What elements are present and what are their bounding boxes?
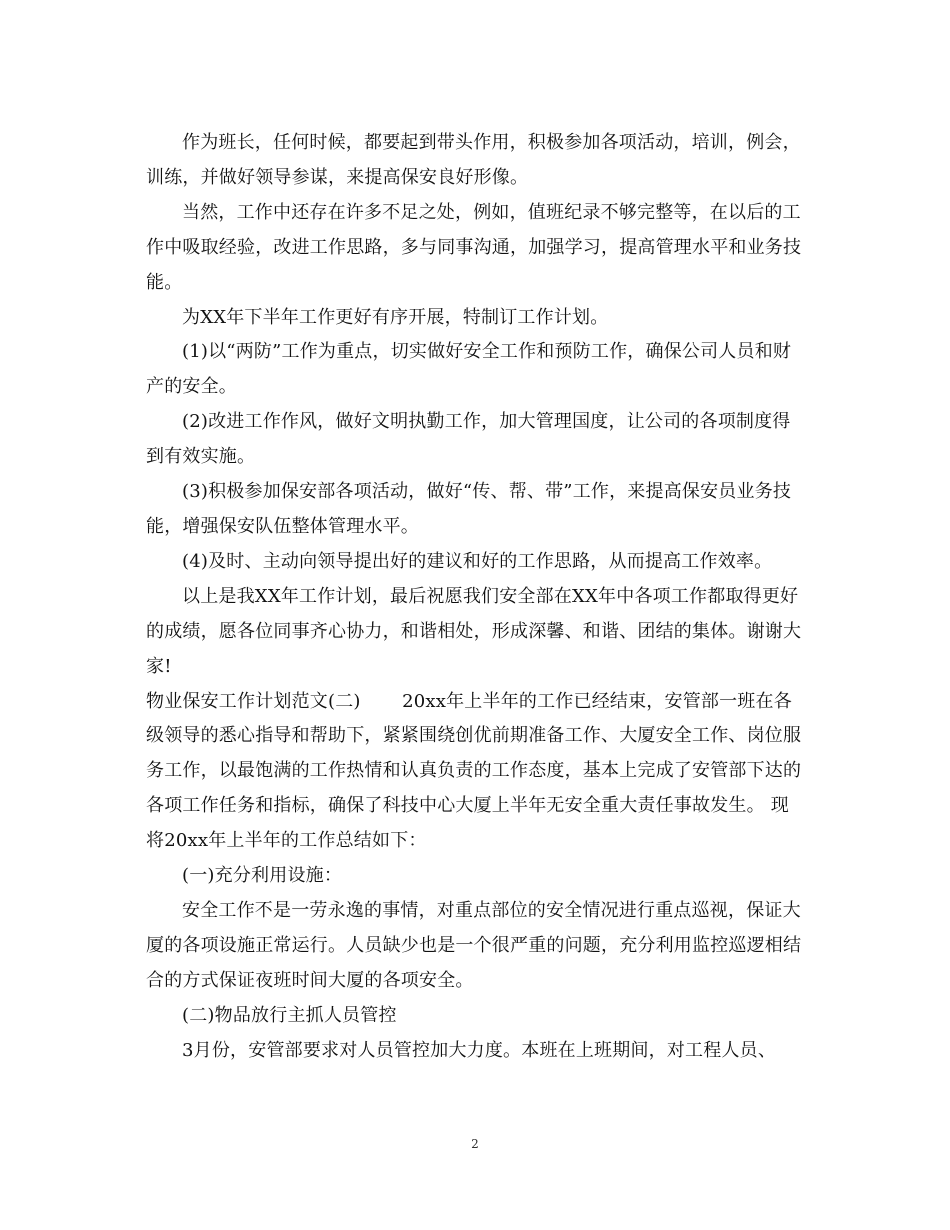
subheading: (一)充分利用设施：: [182, 865, 343, 887]
paragraph: 安全工作不是一劳永逸的事情，对重点部位的安全情况进行重点巡视，保证大厦的各项设施正常运行。人员缺少也是一个很严重的问题，充分利用监控巡逻相结合的方式保证夜班时间大厦的各项安全。: [146, 899, 802, 991]
paragraph: 以上是我XX年工作计划，最后祝愿我们安全部在XX年中各项工作都取得更好的成绩，愿各位同事齐心协力，和谐相处，形成深馨、和谐、团结的集体。谢谢大家!: [146, 585, 802, 677]
paragraph: 为XX年下半年工作更好有序开展，特制订工作计划。: [182, 306, 609, 328]
paragraph: (1)以“两防”工作为重点，切实做好安全工作和预防工作，确保公司人员和财产的安全。: [146, 341, 792, 398]
paragraph: 当然，工作中还存在许多不足之处，例如，值班纪录不够完整等，在以后的工作中吸取经验，改进工作思路，多与同事沟通，加强学习，提高管理水平和业务技能。: [146, 201, 802, 293]
paragraph: 3月份，安管部要求对人员管控加大力度。本班在上班期间，对工程人员、: [182, 1039, 777, 1061]
paragraph: (4)及时、主动向领导提出好的建议和好的工作思路，从而提高工作效率。: [182, 550, 773, 572]
document-body: [146, 126, 806, 1068]
paragraph: 作为班长，任何时候，都要起到带头作用，积极参加各项活动，培训，例会，训练，并做好领导参谋，来提高保安良好形像。: [146, 132, 801, 188]
paragraph: (2)改进工作作风，做好文明执勤工作，加大管理国度，让公司的各项制度得到有效实施。: [146, 411, 791, 468]
subheading: (二)物品放行主抓人员管控: [182, 1004, 397, 1026]
paragraph: (3)积极参加保安部各项活动，做好“传、帮、带”工作，来提高保安员业务技能，增强保安队伍整体管理水平。: [146, 481, 792, 537]
page-number: 2: [471, 1137, 479, 1151]
section-heading-paragraph: 物业保安工作计划范文(二) 20xx年上半年的工作已经结束，安管部一班在各级领导的悉心指导和帮助下，紧紧围绕创优前期准备工作、大厦安全工作、岗位服务工作，以最饱满的工作热情和认真负责的工作态度，基本上完成了安管部下达的各项工作任务和指标，确保了科技中心大厦上半年无安全重大责任事故发生。 现将20xx年上半年的工作总结如下：: [146, 690, 802, 852]
